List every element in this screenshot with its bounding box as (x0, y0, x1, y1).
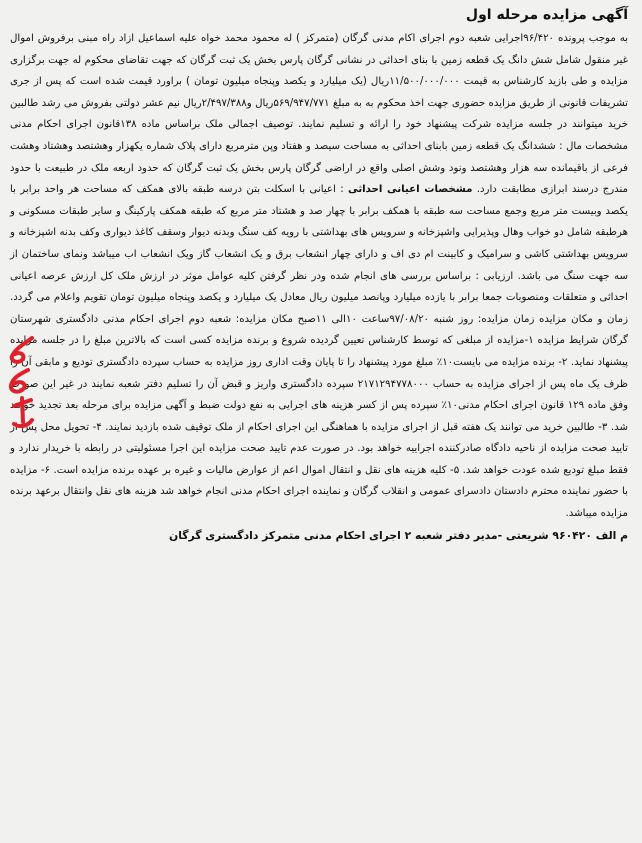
notice-paragraph-2: : اعیانی با اسکلت بتن درسه طبقه بالای همکف که مساحت هر واحد برابر با یکصد وبیست متر مربع وجمع مساحت سه طبقه با همکف برابر با چهار صد و هشتاد متر مربع که طبقه همکف پارکینگ و سایر طبقات مسکونی و هرطبقه شامل دو خواب وهال وپذیرایی واشپزخانه و سرویس های بهداشتی با رویه کف سنگ وبدنه دیوار وسقف کاغذ دیواری وکف بدنه اشپزخانه و سرویس بهداشتی کاشی و سرامیک و کابینت ام دی اف و دارای چهار انشعاب برق و یک انشعاب گاز ویک انشعاب اب میباشد ونمای ساختمان از سه جهت سنگ می باشد. ارزیابی : براساس بررسی های انجام شده ودر نظر گرفتن کلیه عوامل موثر در ارزش ملک کل ارزش عرصه اعیانی احداثی و متعلقات ومنصوبات جمعا برابر با یازده میلیارد وپانصد میلیون ریال معادل یک میلیارد و یکصد وپنجاه میلیون تومان تقویم واعلام می گردد. زمان و مکان مزایده زمان مزایده: روز شنبه ۹۷/۰۸/۲۰ساعت ۱۰الی ۱۱صبح مکان مزایده: شعبه دوم اجرای احکام مدنی دادگستری شهرستان گرگان شرایط مزایده ۱-مزایده از مبلغی که توسط کارشناس تعیین گردیده شروع و برنده مزایده کسی است که بالاترین مبلغ را در جلسه مزایده پیشنهاد نماید. ۲- برنده مزایده می بایست۱۰٪ مبلغ مورد پیشنهاد را تا پایان وقت اداری روز مزایده به حساب سپرده دادگستری تودیع و مابقی آن را ظرف یک ماه پس از اجرای مزایده به حساب ۲۱۷۱۲۹۴۷۷۸۰۰۰ سپرده دادگستری واریز و قبض آن را تسلیم دفتر شعبه نمایند در غیر این صورت وفق ماده ۱۲۹ قانون اجرای احکام مدنی۱۰٪ سپرده پس از کسر هزینه های اجرایی به نفع دولت ضبط و آگهی مزایده برای مرحله بعد تجدید خواهد شد. ۳- طالبین خرید می توانند یک هفته قبل از اجرای مزایده با هماهنگی این اجرای احکام از ملک توقیف شده بازدید نمایند. ۴- تحویل محل پس از تایید صحت مزایده از ناحیه دادگاه صادرکننده اجراییه خواهد بود. در صورت عدم تایید صحت مزایده این اجرا مسئولیتی در رابطه با خریدار ندارد و فقط مبلغ تودیع شده عودت خواهد شد. ۵- کلیه هزینه های نقل و انتقال اموال اعم از عوارض مالیات و غیره بر عهده برنده مزایده است. ۶- مزایده با حضور نماینده محترم دادستان دادسرای عمومی و انقلاب گرگان و نماینده اجرای احکام مدنی انجام خواهد شد هزینه های نقل وانتقال برعهد برنده مزایده میباشد. (10, 184, 629, 520)
notice-body (10, 28, 628, 525)
notice-paragraph-1: به موجب پرونده ۹۶/۴۲۰اجرایی شعبه دوم اجرای اکام مدنی گرگان (متمرکز ) له محمود محمد خواه علیه اسماعیل ازاد راه مبنی برفروش اموال غیر منقول شامل شش دانگ یک قطعه زمین با بنای احداثی در نشانی گرگان پارس بخش یک ثبت گرگان که جهت تقاضای محکوم له جهت برگزاری مزایده و طی بازید کارشناس به قیمت ۱۱/۵۰۰/۰۰۰/۰۰۰ریال (یک میلیارد و یکصد وپنجاه میلیون تومان ) براورد قیمت شده است که پس از جری تشریفات قانونی از طریق مزایده حضوری جهت اخذ محکوم به به مبلغ ۵۶۹/۹۴۷/۷۷۱ریال و۲/۴۹۷/۳۸۸ریال نیم عشر دولتی بفروش می رشد طالبین خرید میتوانند در جلسه مزایده شرکت پیشنهاد خود را ارائه و تسلیم نمایند. توصیف اجمالی ملک براساس ماده ۱۳۸قانون اجرای احکام مدنی مشخصات مال : ششدانگ یک قطعه زمین بابنای احداثی به مساحت سیصد و هفتاد وپن مترمربع دارای پلاک شماره یکهزار وهشتصد وهشتاد وهشت فرعی از باقیمانده سه هزار وهشتصد ونود وشش اصلی واقع در اراضی گرگان پارس بخش یک ثبت گرگان که حدود اربعه ملک در طبیعت با حدود مندرج درسند ابرازی مطابقت دارد. (10, 33, 629, 196)
notice-signature: م الف ۹۶۰۴۲۰ شریعتی -مدیر دفتر شعبه ۲ اجرای احکام مدنی متمرکز دادگستری گرگان (168, 528, 628, 542)
notice-title: آگهی مزایده مرحله اول (465, 7, 628, 23)
building-specs-heading: مشخصات اعیانی احداثی (348, 184, 473, 196)
